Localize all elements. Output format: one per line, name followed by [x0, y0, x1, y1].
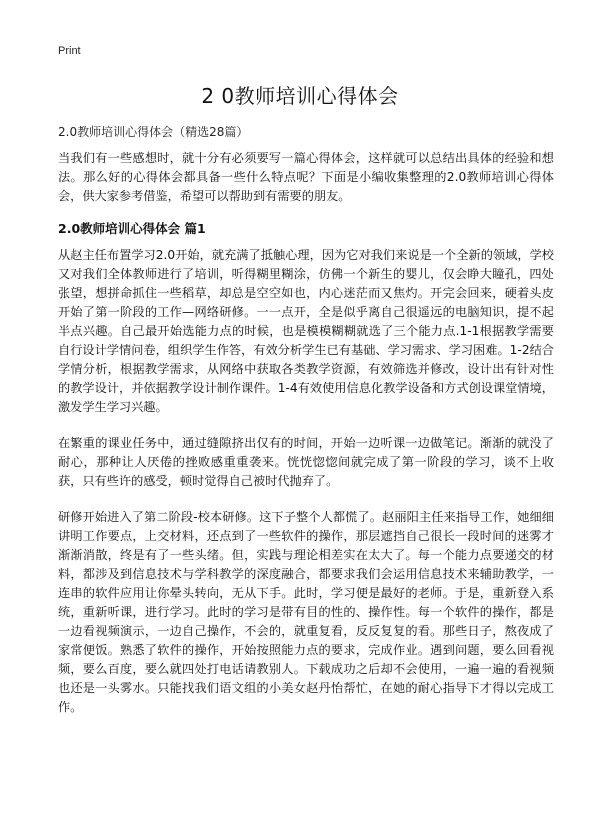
print-label: Print	[58, 45, 81, 57]
intro-paragraph: 当我们有一些感想时，就十分有必须要写一篇心得体会，这样就可以总结出具体的经验和想法。那么好的心得体会都具备一些什么特点呢？下面是小编收集整理的2.0教师培训心得体会，供大家参考借鉴，希望可以帮助到有需要的朋友。	[58, 151, 554, 203]
document-subtitle: 2.0教师培训心得体会（精选28篇）	[58, 125, 249, 139]
page-title: 2 0教师培训心得体会	[201, 84, 399, 108]
body-paragraph: 研修开始进入了第二阶段-校本研修。这下子整个人都慌了。赵丽阳主任来指导工作，她细细讲明工作要点，上交材料，还点到了一些软件的操作，那层遮挡自己很长一段时间的迷雾才渐渐消散，终是有了一些头绪。但，实践与理论相差实在太大了。每一个能力点要递交的材料，都涉及到信息技术与学科教学的深度融合，都要求我们会运用信息技术来辅助教学，一连串的软件应用让你晕头转向，无从下手。此时，学习便是最好的老师。于是，重新登入系统，重新听课，进行学习。此时的学习是带有目的性的、操作性。每一个软件的操作，都是一边看视频演示，一边自己操作，不会的，就重复看，反反复复的看。那些日子，熬夜成了家常便饭。熟悉了软件的操作，开始按照能力点的要求，完成作业。遇到问题，要么回看视频，要么百度，要么就四处打电话请教别人。下载成功之后却不会使用，一遍一遍的看视频也还是一头雾水。只能找我们语文组的小美女赵丹怡帮忙，在她的耐心指导下才得以完成工作。	[58, 510, 554, 714]
body-paragraph: 从赵主任布置学习2.0开始，就充满了抵触心理，因为它对我们来说是一个全新的领域，学校又对我们全体教师进行了培训，听得糊里糊涂，仿佛一个新生的婴儿，仅会睁大瞳孔，四处张望，想拼命抓住一些稻草，却总是空空如也，内心迷茫而又焦灼。开完会回来，硬着头皮开始了第一阶段的工作—网络研修。一一点开，全是似乎离自己很遥远的电脑知识，提不起半点兴趣。自己最开始选能力点的时候，也是模模糊糊就选了三个能力点.1-1根据教学需要自行设计学情问卷，组织学生作答，有效分析学生已有基础、学习需求、学习困难。1-2结合学情分析，根据教学需求，从网络中获取各类教学资源，有效筛选并修改，设计出有针对性的教学设计，并依据教学设计制作课件。1-4有效使用信息化教学设备和方式创设课堂情境，激发学生学习兴趣。	[58, 248, 554, 414]
body-paragraph: 在繁重的课业任务中，通过缝隙挤出仅有的时间，开始一边听课一边做笔记。渐渐的就没了耐心，那种让人厌倦的挫败感重重袭来。恍恍惚惚间就完成了第一阶段的学习，谈不上收获，只有些许的感受，顿时觉得自己被时代抛弃了。	[58, 436, 554, 488]
section-heading: 2.0教师培训心得体会 篇1	[58, 221, 206, 236]
